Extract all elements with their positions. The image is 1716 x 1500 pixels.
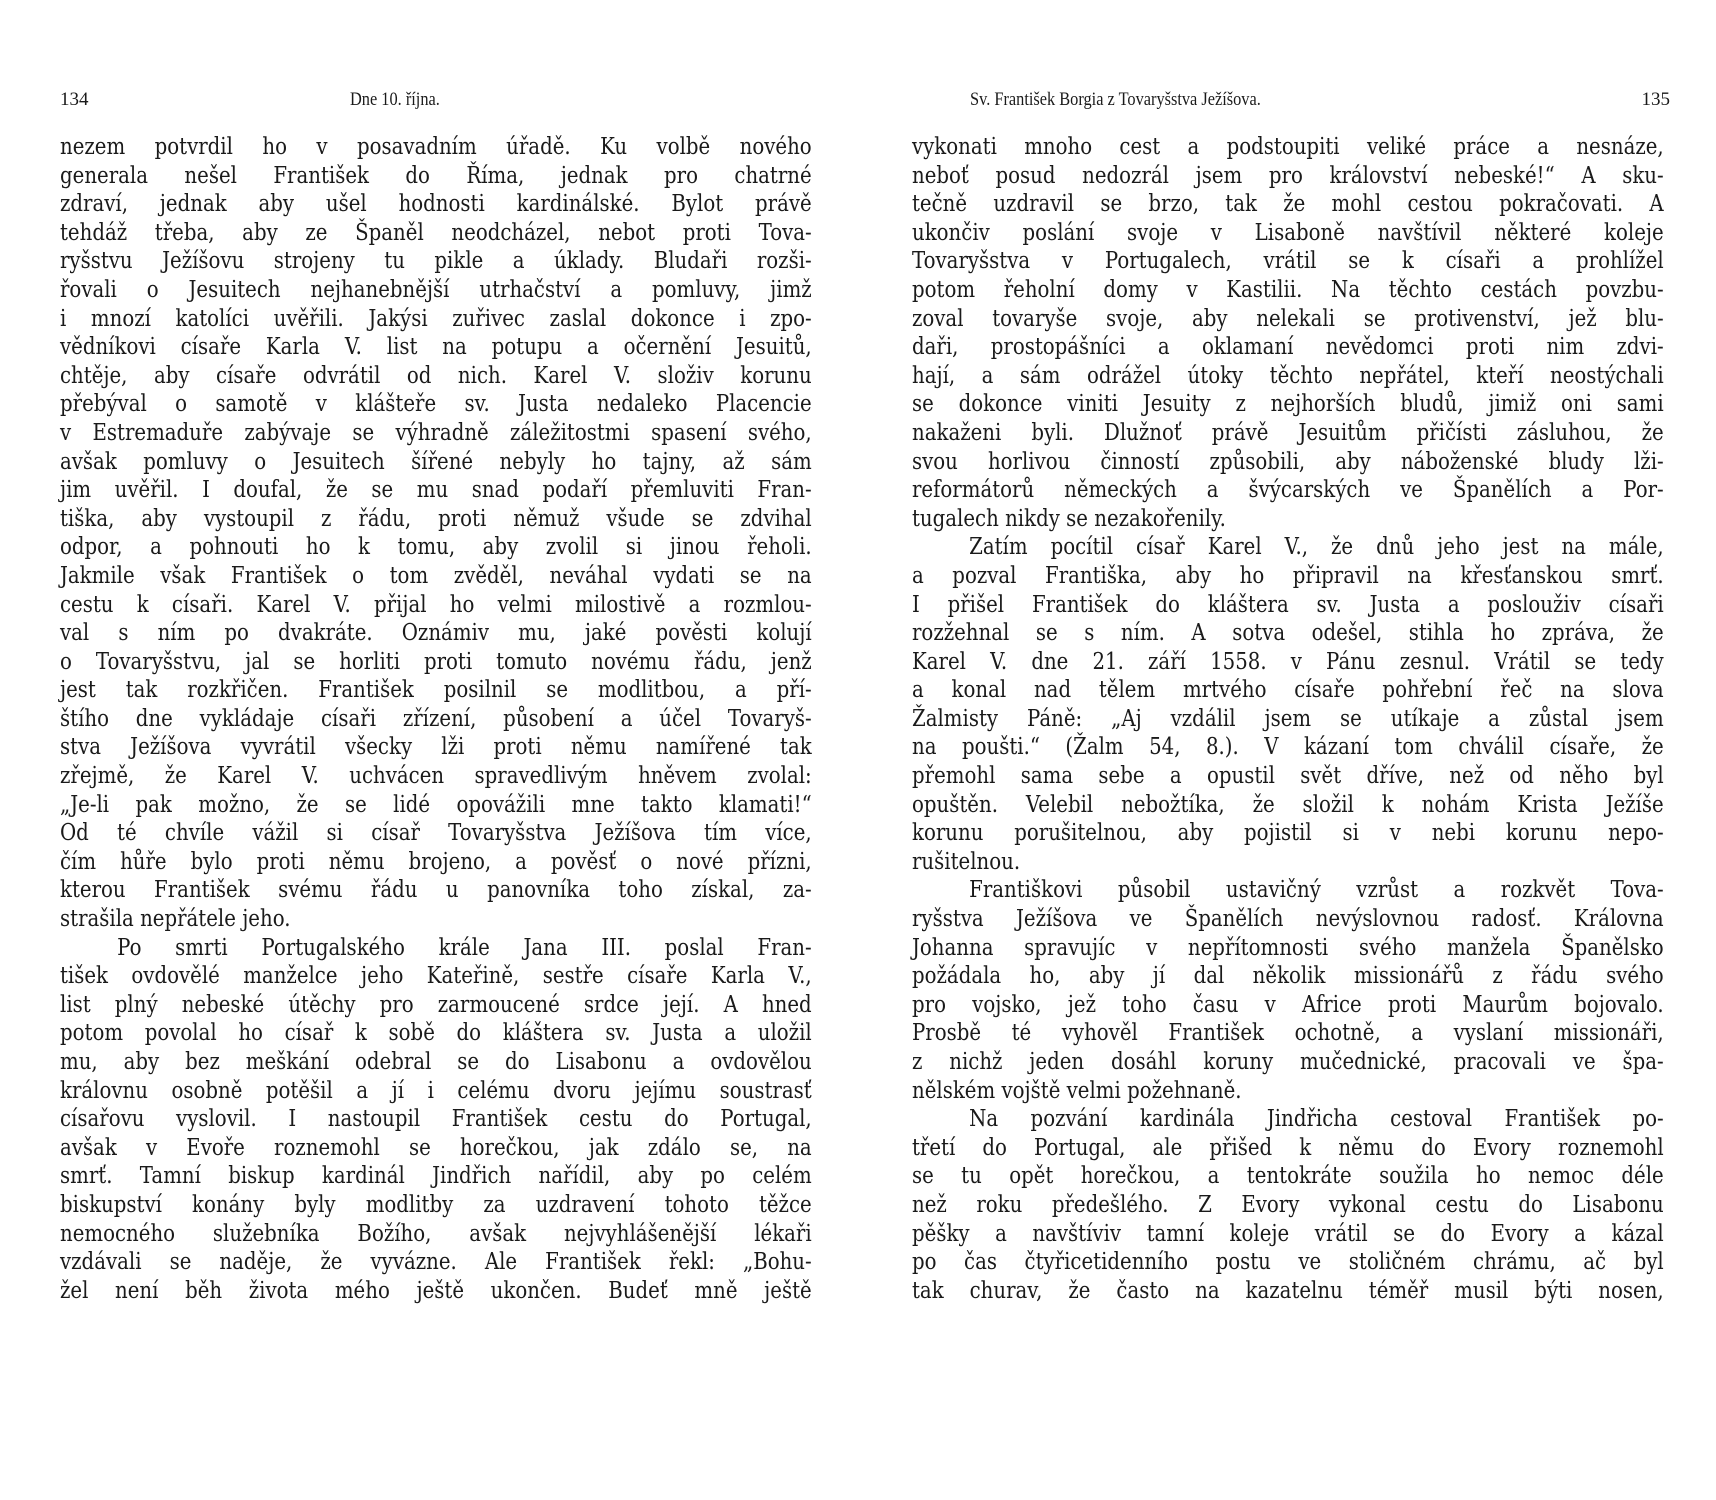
text-line: potom povolal ho císař k sobě do kláštera sv. Justa a uložil (60, 1018, 812, 1047)
text-line: zřejmě, že Karel V. uchvácen spravedlivým hněvem zvolal: (60, 761, 812, 790)
text-line: i mnozí katolíci uvěřili. Jakýsi zuřivec zaslal dokonce i zpo- (60, 303, 812, 332)
text-line: a pozval Františka, aby ho připravil na křesťanskou smrť. (912, 560, 1664, 589)
text-line: Zatím pocítil císař Karel V., že dnů jeho jest na mále, (969, 532, 1664, 561)
text-line: ukončiv poslání svoje v Lisaboně navštívil některé koleje (912, 217, 1664, 246)
running-title: Dne 10. října. (350, 89, 440, 110)
text-line: avšak pomluvy o Jesuitech šířené nebyly ho tajny, až sám (60, 446, 812, 475)
text-line: Po smrti Portugalského krále Jana III. poslal Fran- (117, 932, 812, 961)
text-line: královnu osobně potěšil a jí i celému dvoru jejímu soustrasť (60, 1075, 812, 1104)
right-running-head (918, 88, 1670, 112)
text-line: kterou František svému řádu u panovníka toho získal, za- (60, 875, 812, 904)
text-line: pěšky a navštíviv tamní koleje vrátil se do Evory a kázal (912, 1218, 1664, 1247)
running-title: Sv. František Borgia z Tovaryšstva Ježíšova. (970, 89, 1261, 110)
text-line: rozžehnal se s ním. A sotva odešel, stihla ho zpráva, že (912, 618, 1664, 647)
text-line: stva Ježíšova vyvrátil všecky lži proti němu namířené tak (60, 732, 812, 761)
text-line: pro vojsko, jež toho času v Africe proti Maurům bojovalo. (912, 989, 1664, 1018)
right-page (858, 0, 1716, 1500)
page-number: 134 (60, 89, 89, 110)
text-line: nakaženi byli. Dlužnoť právě Jesuitům přičísti zásluhou, že (912, 417, 1664, 446)
text-line: přebýval o samotě v klášteře sv. Justa nedaleko Placencie (60, 389, 812, 418)
text-line: zoval tovaryše svoje, aby nelekali se protivenství, jež blu- (912, 303, 1664, 332)
text-line: Tovaryšstva v Portugalech, vrátil se k císaři a prohlížel (912, 246, 1664, 275)
text-line: mu, aby bez meškání odebral se do Lisabonu a ovdovělou (60, 1047, 812, 1075)
text-line: nezem potvrdil ho v posavadním úřadě. Ku volbě nového (60, 132, 812, 160)
text-line: svou horlivou činností způsobili, aby náboženské bludy lži- (912, 446, 1664, 475)
text-line: o Tovaryšstvu, jal se horliti proti tomuto novému řádu, jenž (60, 646, 812, 675)
text-line: vzdávali se naděje, že vyvázne. Ale František řekl: „Bohu- (60, 1247, 812, 1276)
left-running-head (60, 88, 812, 112)
text-line: Prosbě té vyhověl František ochotně, a vyslaní missionáři, (912, 1018, 1664, 1047)
text-line: nemocného služebníka Božího, avšak nejvyhlášenější lékaři (60, 1218, 812, 1247)
text-line: tehdáž třeba, aby ze Španěl neodcházel, nebot proti Tova- (60, 217, 812, 246)
text-line: tugalech nikdy se nezakořenily. (912, 503, 1226, 532)
text-line: I přišel František do kláštera sv. Justa a poslouživ císaři (912, 589, 1664, 618)
text-line: štího dne vykládaje císaři zřízení, působení a účel Tovaryš- (60, 703, 812, 732)
text-line: potom řeholní domy v Kastilii. Na těchto cestách povzbu- (912, 274, 1664, 303)
text-line: list plný nebeské útěchy pro zarmoucené srdce její. A hned (60, 989, 812, 1018)
text-line: císařovu vyslovil. I nastoupil František cestu do Portugal, (60, 1104, 812, 1133)
text-line: vykonati mnoho cest a podstoupiti veliké práce a nesnáze, (912, 132, 1664, 160)
text-line: a konal nad tělem mrtvého císaře pohřební řeč na slova (912, 675, 1664, 704)
text-line: opuštěn. Velebil nebožtíka, že složil k nohám Krista Ježíše (912, 789, 1664, 818)
text-line: se tu opět horečkou, a tentokráte soužila ho nemoc déle (912, 1161, 1664, 1190)
text-line: požádala ho, aby jí dal několik missionářů z řádu svého (912, 961, 1664, 990)
page-number: 135 (1641, 89, 1670, 110)
text-line: nělském vojště velmi požehnaně. (912, 1075, 1242, 1104)
text-line: smrť. Tamní biskup kardinál Jindřich nařídil, aby po celém (60, 1161, 812, 1190)
text-line: v Estremaduře zabývaje se výhradně záležitostmi spasení svého, (60, 417, 812, 446)
text-line: daři, prostopášníci a oklamaní nevědomci proti nim zdvi- (912, 332, 1664, 361)
text-line: chtěje, aby císaře odvrátil od nich. Karel V. složiv korunu (60, 360, 812, 389)
text-line: Františkovi působil ustavičný vzrůst a rozkvět Tova- (969, 875, 1664, 904)
text-line: ryšstvu Ježíšovu strojeny tu pikle a úklady. Bludaři rozši- (60, 246, 812, 275)
text-line: na poušti.“ (Žalm 54, 8.). V kázaní tom chválil císaře, že (912, 732, 1664, 761)
text-line: „Je-li pak možno, že se lidé opovážili mne takto klamati!“ (60, 789, 812, 818)
text-line: tišek ovdovělé manželce jeho Kateřině, sestře císaře Karla V., (60, 961, 812, 990)
text-line: zdraví, jednak aby ušel hodnosti kardinálské. Bylot právě (60, 189, 812, 218)
text-line: generala nešel František do Říma, jednak pro chatrné (60, 160, 812, 189)
text-line: jim uvěřil. I doufal, že se mu snad podaří přemluviti Fran- (60, 475, 812, 504)
text-line: jest tak rozkřičen. František posilnil se modlitbou, a pří- (60, 675, 812, 704)
text-line: korunu porušitelnou, aby pojistil si v nebi korunu nepo- (912, 818, 1664, 847)
text-line: tak churav, že často na kazatelnu téměř musil býti nosen, (912, 1275, 1664, 1304)
text-line: třetí do Portugal, ale přišed k němu do Evory roznemohl (912, 1132, 1664, 1161)
text-line: řovali o Jesuitech nejhanebnější utrhačství a pomluvy, jimž (60, 274, 812, 303)
text-line: Jakmile však František o tom zvěděl, neváhal vydati se na (60, 560, 812, 589)
text-line: než roku předešlého. Z Evory vykonal cestu do Lisabonu (912, 1189, 1664, 1218)
text-line: neboť posud nedozrál jsem pro království nebeské!“ A sku- (912, 160, 1664, 189)
text-line: Johanna spravujíc v nepřítomnosti svého manžela Španělsko (912, 932, 1664, 961)
text-line: tiška, aby vystoupil z řádu, proti němuž všude se zdvihal (60, 503, 812, 532)
text-line: Karel V. dne 21. září 1558. v Pánu zesnul. Vrátil se tedy (912, 646, 1664, 675)
text-line: přemohl sama sebe a opustil svět dříve, než od něho byl (912, 761, 1664, 790)
left-body-text (60, 132, 812, 1304)
text-line: vědníkovi císaře Karla V. list na potupu a očernění Jesuitů, (60, 332, 812, 361)
text-line: cestu k císaři. Karel V. přijal ho velmi milostivě a rozmlou- (60, 589, 812, 618)
text-line: z nichž jeden dosáhl koruny mučednické, pracovali ve špa- (912, 1047, 1664, 1075)
text-line: žel není běh života mého ještě ukončen. Budeť mně ještě (60, 1275, 812, 1304)
text-line: biskupství konány byly modlitby za uzdravení tohoto těžce (60, 1189, 812, 1218)
text-line: Žalmisty Páně: „Aj vzdálil jsem se utíkaje a zůstal jsem (912, 703, 1664, 732)
text-line: se dokonce viniti Jesuity z nejhorších bludů, jimiž oni sami (912, 389, 1664, 418)
text-line: strašila nepřátele jeho. (60, 904, 291, 933)
text-line: avšak v Evoře roznemohl se horečkou, jak zdálo se, na (60, 1132, 812, 1161)
text-line: Na pozvání kardinála Jindřicha cestoval František po- (969, 1104, 1664, 1133)
text-line: rušitelnou. (912, 846, 1021, 875)
text-line: ryšstva Ježíšova ve Španělích nevýslovnou radosť. Královna (912, 904, 1664, 933)
text-line: odpor, a pohnouti ho k tomu, aby zvolil si jinou řeholi. (60, 532, 812, 561)
text-line: po čas čtyřicetidenního postu ve stoličném chrámu, ač byl (912, 1247, 1664, 1276)
right-body-text (912, 132, 1664, 1304)
text-line: čím hůře bylo proti němu brojeno, a pověsť o nové přízni, (60, 846, 812, 875)
text-line: reformátorů německých a švýcarských ve Španělích a Por- (912, 475, 1664, 504)
text-line: val s ním po dvakráte. Oznámiv mu, jaké pověsti kolují (60, 618, 812, 647)
text-line: tečně uzdravil se brzo, tak že mohl cestou pokračovati. A (912, 189, 1664, 218)
text-line: Od té chvíle vážil si císař Tovaryšstva Ježíšova tím více, (60, 818, 812, 847)
text-line: hají, a sám odrážel útoky těchto nepřátel, kteří neostýchali (912, 360, 1664, 389)
